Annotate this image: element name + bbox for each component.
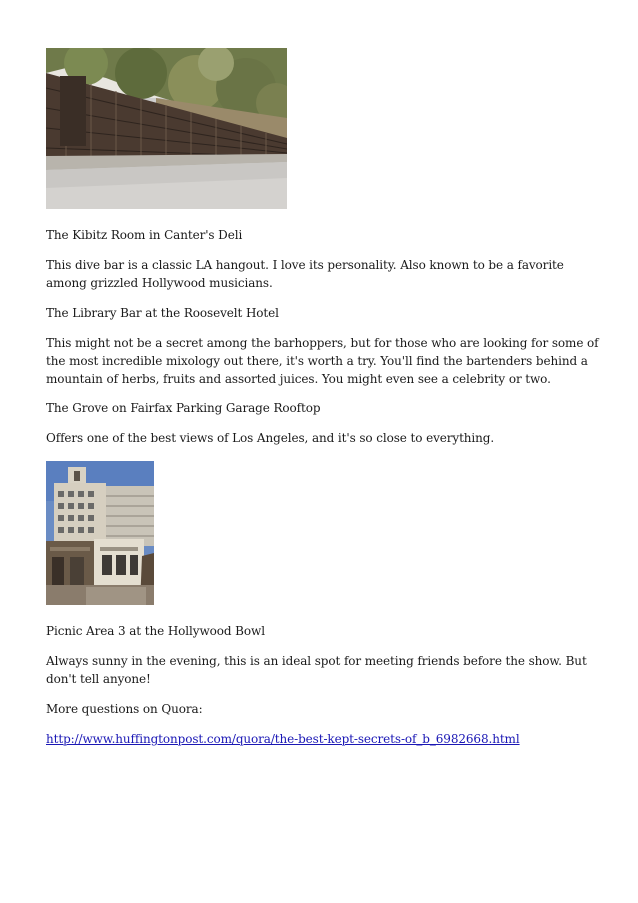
kibitz-room-description: This dive bar is a classic LA hangout. I love its personality. Also known to be a favorite among grizzled Hollywood musicians. (46, 258, 564, 290)
grove-building-photo (46, 461, 154, 605)
kibitz-room-title: The Kibitz Room in Canter's Deli (46, 228, 243, 242)
more-questions-label: More questions on Quora: (46, 702, 203, 716)
fence-hillside-photo (46, 48, 287, 209)
library-bar-description: This might not be a secret among the barhoppers, but for those who are looking for some of the most incredible mixology out there, it's worth a try. You'll find the bartenders behind a mountain of herbs, fruits and assorted juices. You might even see a celebrity or two. (46, 336, 599, 386)
quora-link-paragraph (46, 730, 606, 748)
grove-rooftop-title: The Grove on Fairfax Parking Garage Rooftop (46, 401, 321, 415)
quora-article-link[interactable]: http://www.huffingtonpost.com/quora/the-best-kept-secrets-of_b_6982668.html (46, 732, 520, 746)
library-bar-title: The Library Bar at the Roosevelt Hotel (46, 306, 279, 320)
grove-rooftop-description: Offers one of the best views of Los Angeles, and it's so close to everything. (46, 431, 495, 445)
picnic-area-title: Picnic Area 3 at the Hollywood Bowl (46, 624, 265, 638)
picnic-area-description: Always sunny in the evening, this is an ideal spot for meeting friends before the show. But don't tell anyone! (46, 654, 587, 686)
